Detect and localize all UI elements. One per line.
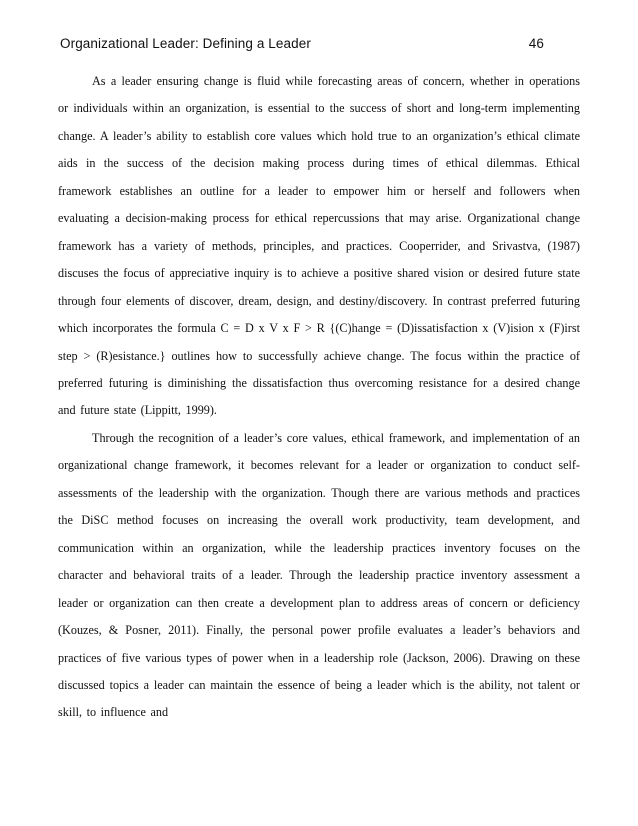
page-number: 46 xyxy=(528,36,544,51)
paragraph: Through the recognition of a leader’s core values, ethical framework, and implementation of an organizational change framework, it becomes relevant for a leader or organization to conduct self-assessments of the leadership with the organization. Though there are various methods and practices the DiSC method focuses on increasing the overall work productivity, team development, and communication within an organization, while the leadership practices inventory focuses on the character and behavioral traits of a leader. Through the leadership practice inventory assessment a leader or organization can then create a development plan to address areas of concern or deficiency (Kouzes, & Posner, 2011). Finally, the personal power profile evaluates a leader’s behaviors and practices of five various types of power when in a leadership role (Jackson, 2006). Drawing on these discussed topics a leader can maintain the essence of being a leader which is the ability, not talent or skill, to influence and xyxy=(58,430,580,720)
body-text xyxy=(58,68,580,727)
header-title: Organizational Leader: Defining a Leader xyxy=(60,36,311,51)
paragraph: As a leader ensuring change is fluid while forecasting areas of concern, whether in operations or individuals within an organization, is essential to the success of short and long-term implementing change. A leader’s ability to establish core values which hold true to an organization’s ethical climate aids in the success of the decision making process during times of ethical dilemmas. Ethical framework establishes an outline for a leader to empower him or herself and followers when evaluating a decision-making process for ethical repercussions that may arise. Organizational change framework has a variety of methods, principles, and practices. Cooperrider, and Srivastva, (1987) discuses the focus of appreciative inquiry is to achieve a positive shared vision or desired future state through four elements of discover, dream, design, and destiny/discovery. In contrast preferred futuring which incorporates the formula C = D x V x F > R {(C)hange = (D)issatisfaction x (V)ision x (F)irst step > (R)esistance.} outlines how to successfully achieve change. The focus within the practice of preferred futuring is diminishing the dissatisfaction thus overcoming resistance for a desired change and future state (Lippitt, 1999). xyxy=(58,74,580,418)
running-header xyxy=(60,36,544,56)
